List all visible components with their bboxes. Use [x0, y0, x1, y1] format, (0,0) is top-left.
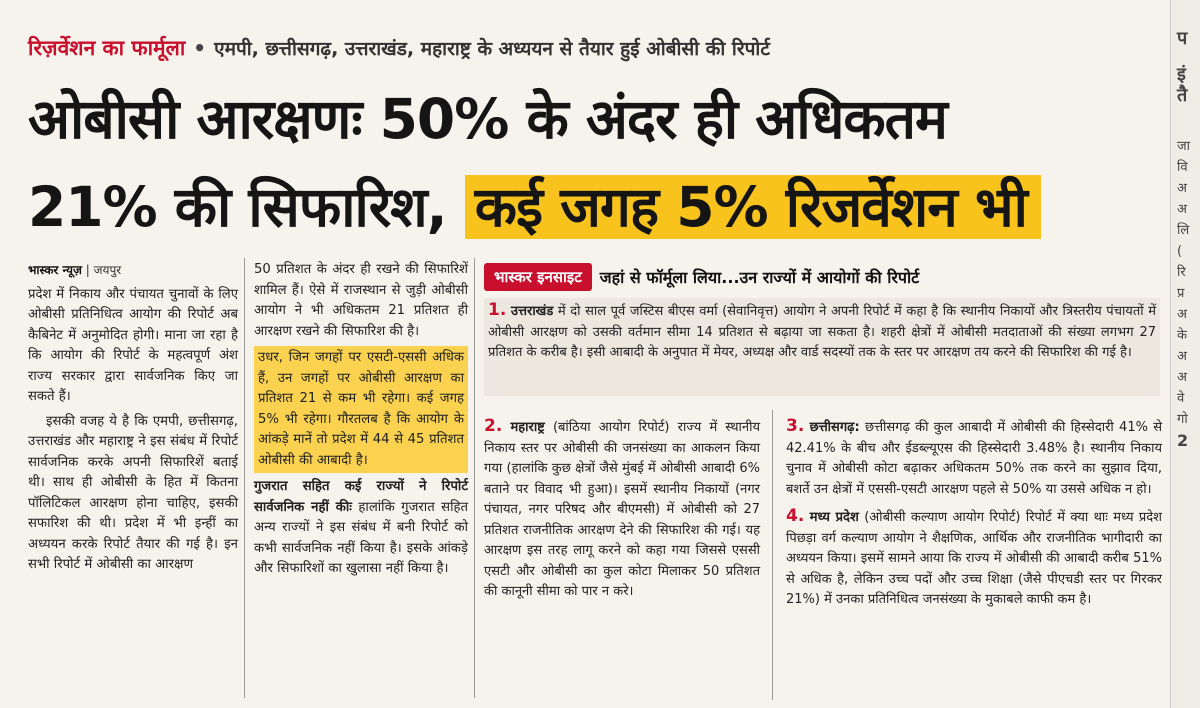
state-report-4 [786, 506, 1162, 611]
kicker-tag: रिज़र्वेशन का फार्मूला [28, 36, 186, 60]
edge-fragment: प्र [1177, 286, 1185, 301]
col1-paragraph-2: इसकी वजह ये है कि एमपी, छत्तीसगढ़, उत्तराखंड और महाराष्ट्र ने इस संबंध में रिपोर्ट सार्वजनिक करके अपनी सिफारिशें बताई थी। साथ ही ओबीसी के हित में कितना पॉलिटिकल आरक्षण होना चाहिए, इसकी सफारिश की थी। प्रदेश में भी इन्हीं का अध्ययन करके रिपोर्ट तैयार की गई है। इन सभी रिपोर्ट में ओबीसी का आरक्षण [28, 413, 238, 572]
edge-fragment: लि [1177, 223, 1190, 238]
headline-line-1: ओबीसी आरक्षणः 50% के अंदर ही अधिकतम [28, 87, 947, 151]
byline-source: भास्कर न्यूज़ [28, 263, 82, 277]
item-number: 2. [484, 416, 503, 436]
headline-highlight: कई जगह 5% रिजर्वेशन भी [465, 175, 1041, 239]
column-divider [772, 410, 773, 700]
item-text: में दो साल पूर्व जस्टिस बीएस वर्मा (सेवानिवृत्त) आयोग ने अपनी रिपोर्ट में कहा है कि स्थानीय निकायों और त्रिस्तरीय पंचायतों में ओबीसी आरक्षण को उसकी वर्तमान सीमा 14 प्रतिशत से बढ़ाया जा सकता है। शहरी क्षेत्रों में ओबीसी मतदाताओं की संख्या लगभग 27 प्रतिशत के करीब है। इसी आबादी के अनुपात में मेयर, अध्यक्ष और वार्ड सदस्यों तक के स्तर पर आरक्षण तय करने की सिफारिश की गई है। [488, 304, 1156, 360]
edge-fragment: अ [1177, 370, 1187, 385]
edge-fragment: अ [1177, 307, 1187, 322]
edge-fragment: इं [1177, 64, 1186, 85]
edge-fragment: अ [1177, 202, 1187, 217]
edge-fragment: वे [1177, 391, 1185, 406]
item-state: मध्य प्रदेश [809, 510, 859, 525]
headline-plain: 21% की सिफारिश, [28, 175, 447, 239]
edge-fragment: रि [1177, 265, 1186, 280]
edge-fragment: प [1177, 28, 1188, 49]
state-report-3-4 [786, 416, 1162, 611]
state-report-2 [484, 416, 760, 603]
item-state: छत्तीसगढ़: [809, 420, 860, 435]
edge-fragment: ( [1177, 244, 1183, 259]
edge-fragment: गो [1177, 412, 1188, 427]
col1-paragraph-1: प्रदेश में निकाय और पंचायत चुनावों के लिए ओबीसी प्रतिनिधित्व आयोग की रिपोर्ट अब कैबिनेट में अनुमोदित होगी। माना जा रहा है कि आयोग की रिपोर्ट के महत्वपूर्ण अंश राज्य सरकार द्वारा सार्वजनिक किए जा सकते हैं। [28, 286, 238, 404]
item-text: (ओबीसी कल्याण आयोग रिपोर्ट) रिपोर्ट में क्या थाः मध्य प्रदेश पिछड़ा वर्ग कल्याण आयोग ने शैक्षणिक, आर्थिक और राजनीतिक भागीदारी का अध्ययन किया। इसमें सामने आया कि राज्य में ओबीसी की आबादी करीब 51% से अधिक है, लेकिन उच्च पदों और उच्च शिक्षा (जैसे पीएचडी स्तर पर गिरकर 21%) में उनका प्रतिनिधित्व जनसंख्या के मुकाबले काफी कम है। [786, 510, 1163, 607]
kicker-text: एमपी, छत्तीसगढ़, उत्तराखंड, महाराष्ट्र के अध्ययन से तैयार हुई ओबीसी की रिपोर्ट [214, 38, 770, 60]
edge-fragment: जा [1177, 139, 1191, 154]
insight-badge: भास्कर इनसाइट [484, 263, 592, 291]
column-1 [28, 260, 238, 580]
col2-paragraph-1: 50 प्रतिशत के अंदर ही रखने की सिफारिशें शामिल हैं। ऐसे में राजस्थान से जुड़ी ओबीसी आयोग ने भी अधिकतम 21 प्रतिशत ही आरक्षण रखने की सिफारिश की है। [254, 262, 468, 339]
item-number: 3. [786, 416, 805, 436]
byline-city: जयपुर [93, 263, 122, 277]
column-divider [244, 258, 245, 698]
edge-fragment: तै [1177, 85, 1188, 106]
item-text: छत्तीसगढ़ की कुल आबादी में ओबीसी की हिस्सेदारी 41% से 42.41% के बीच और ईडब्ल्यूएस की हिस्सेदारी 3.48% है। स्थानीय निकाय चुनाव में ओबीसी कोटा बढ़ाकर अधिकतम 50% तक करने का सुझाव दिया, बशर्ते उन क्षेत्रों में एससी-एसटी आरक्षण पहले से 50% या उससे अधिक न हो। [786, 420, 1163, 497]
highlight-box: उधर, जिन जगहों पर एसटी-एससी अधिक हैं, उन जगहों पर ओबीसी आरक्षण का प्रतिशत 21 से कम भी रहेगा। कई जगह 5% भी रहेगा। गौरतलब है कि आयोग के आंकड़े मानें तो प्रदेश में 44 से 45 प्रतिशत ओबीसी की आबादी है। [254, 346, 468, 473]
edge-fragment: 2 [1177, 431, 1189, 450]
column-divider [474, 258, 475, 698]
edge-fragment: अ [1177, 349, 1187, 364]
state-report-1 [484, 298, 1160, 396]
item-state: उत्तराखंड [510, 304, 554, 319]
kicker-separator: • [193, 36, 207, 60]
inset-header [484, 260, 1164, 294]
column-2 [254, 260, 468, 584]
edge-fragment: के [1177, 328, 1187, 343]
adjacent-column-edge [1170, 0, 1200, 708]
edge-fragment: वि [1177, 160, 1188, 175]
col2-paragraph-2: हालांकि गुजरात सहित अन्य राज्यों ने इस संबंध में बनी रिपोर्ट को कभी सार्वजनिक नहीं किया है। इसके आंकड़े और सिफारिशों का खुलासा नहीं किया है। [254, 499, 468, 576]
item-number: 4. [786, 506, 805, 526]
item-state: महाराष्ट्र [510, 420, 545, 435]
byline: भास्कर न्यूज़ | जयपुर [28, 263, 122, 277]
item-number: 1. [488, 300, 507, 320]
kicker [28, 30, 770, 66]
item-text: (बांठिया आयोग रिपोर्ट) राज्य में स्थानीय निकाय स्तर पर ओबीसी की जनसंख्या का आकलन किया गया (हालांकि कुछ क्षेत्रों जैसे मुंबई में ओबीसी आबादी 6% बताने पर विवाद भी हुआ)। इसमें स्थानीय निकायों (नगर पंचायत, नगर परिषद और बीएमसी) में ओबीसी को 27 प्रतिशत राजनीतिक आरक्षण देने की सिफारिश की गई। यह आरक्षण इस तरह लागू करने को कहा गया जिससे एससी एसटी और ओबीसी का कुल कोटा मिलाकर 50 प्रतिशत की कानूनी सीमा को पार न करे। [484, 420, 760, 599]
edge-fragment: अ [1177, 181, 1187, 196]
headline-line-2 [28, 172, 1041, 242]
inset-title: जहां से फॉर्मूला लिया...उन राज्यों में आयोगों की रिपोर्ट [599, 268, 920, 287]
state-report-3 [786, 416, 1162, 500]
col2-subhead: गुजरात सहित कई राज्यों ने रिपोर्ट सार्वजनिक नहीं कीः [254, 479, 468, 515]
